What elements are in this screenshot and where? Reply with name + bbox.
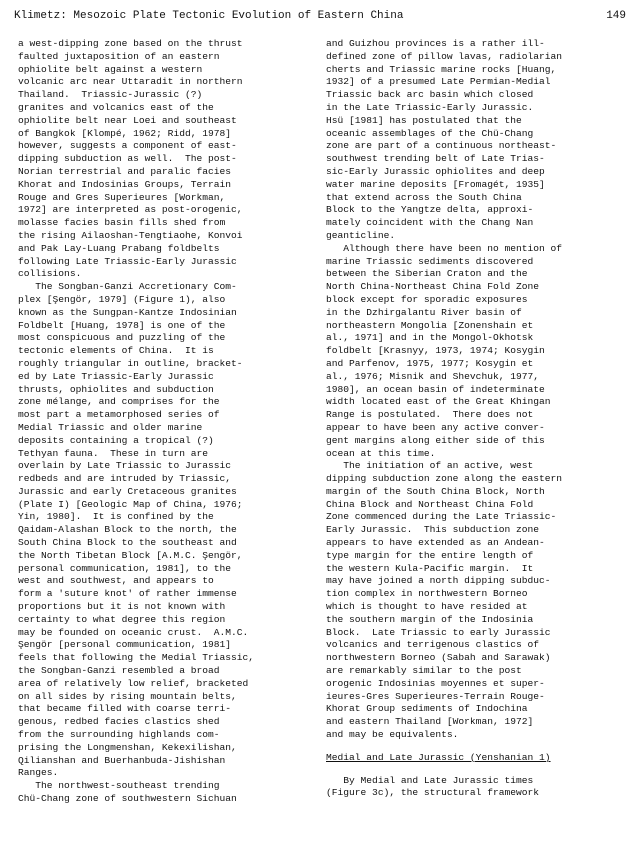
text-line: deposits containing a tropical (?) [18,434,214,446]
text-line: Chü-Chang zone of southwestern Sichuan [18,793,237,805]
text-line: margin of the South China Block, North [326,485,545,497]
text-line: Yin, 1980]. It is confined by the [18,511,214,523]
text-line: Hsü [1981] has postulated that the [326,114,522,126]
text-line: Thailand. Triassic-Jurassic (?) [18,89,203,101]
text-line: on all sides by rising mountain belts, [18,690,237,702]
text-line: and may be equivalents. [326,729,459,741]
text-line: 1972] are interpreted as post-orogenic, [18,204,243,216]
text-line: known as the Sungpan-Kantze Indosinian [18,306,237,318]
text-line: Early Jurassic. This subduction zone [326,524,540,536]
page-number: 149 [606,10,626,22]
text-line: following Late Triassic-Early Jurassic [18,255,237,267]
text-line: tion complex in northwestern Borneo [326,588,528,600]
text-line: ieures-Gres Superieures-Terrain Rouge- [326,690,545,702]
text-line: China Block and Northeast China Fold [326,498,534,510]
left-column [18,38,324,806]
text-line: that became filled with coarse terri- [18,703,232,715]
text-line: feels that following the Medial Triassic, [18,652,255,664]
text-line: however, suggests a component of east- [18,140,237,152]
text-line: and Parfenov, 1975, 1977; Kosygin et [326,357,534,369]
text-line: prising the Longmenshan, Kekexilishan, [18,741,237,753]
text-line: the rising Ailaoshan-Tengtiaohe, Konvoi [18,229,243,241]
text-line: may have joined a north dipping subduc- [326,575,551,587]
text-line: By Medial and Late Jurassic times [326,774,534,786]
text-line: Jurassic and early Cretaceous granites [18,485,237,497]
text-line: Although there have been no mention of [326,242,563,254]
text-line: orogenic Indosinias moyennes et super- [326,677,545,689]
text-line: personal communication, 1981], to the [18,562,232,574]
text-line: marine Triassic sediments discovered [326,255,534,267]
text-line: and Guizhou provinces is a rather ill- [326,38,545,49]
text-line: (Plate I) [Geologic Map of China, 1976; [18,498,243,510]
text-line: northeastern Mongolia [Zonenshain et [326,319,534,331]
text-line: are remarkably similar to the post [326,665,522,677]
text-line: 1932] of a presumed Late Permian-Medial [326,76,551,88]
text-line: northwestern Borneo (Sabah and Sarawak) [326,652,551,664]
text-line: volcanic arc near Uttaradit in northern [18,76,243,88]
text-line: (Figure 3c), the structural framework [326,787,540,799]
text-line: that extend across the South China [326,191,522,203]
text-line: Qaidam-Alashan Block to the north, the [18,524,237,536]
text-line: Zone commenced during the Late Triassic- [326,511,557,523]
text-line: thrusts, ophiolites and subduction [18,383,214,395]
text-line: Block. Late Triassic to early Jurassic [326,626,551,638]
text-line: defined zone of pillow lavas, radiolarian [326,50,563,62]
spacer [326,765,632,775]
text-line: Khorat Group sediments of Indochina [326,703,528,715]
text-line: Şengör [personal communication, 1981] [18,639,232,651]
text-line: a west-dipping zone based on the thrust [18,38,243,49]
text-line: Rouge and Gres Superieures [Workman, [18,191,226,203]
text-line: type margin for the entire length of [326,549,534,561]
text-line: certainty to what degree this region [18,613,226,625]
text-line: volcanics and terrigenous clastics of [326,639,540,651]
text-line: proportions but it is not known with [18,601,226,613]
text-line: the Songban-Ganzi resembled a broad [18,665,220,677]
text-line: zone mélange, and comprises for the [18,396,220,408]
text-line: most part a metamorphosed series of [18,409,220,421]
text-line: form a 'suture knot' of rather immense [18,588,237,600]
text-line: tectonic elements of China. It is [18,345,214,357]
text-line: plex [Şengör, 1979] (Figure 1), also [18,293,226,305]
text-line: in the Late Triassic-Early Jurassic. [326,101,534,113]
text-line: Khorat and Indosinias Groups, Terrain [18,178,232,190]
text-line: the southern margin of the Indosinia [326,613,534,625]
text-line: ophiolite belt near Loei and southeast [18,114,237,126]
text-line: ophiolite belt against a western [18,63,203,75]
text-line: ed by Late Triassic-Early Jurassic [18,370,214,382]
text-line: Foldbelt [Huang, 1978] is one of the [18,319,226,331]
text-line: gent margins along either side of this [326,434,545,446]
text-line: from the surrounding highlands com- [18,729,220,741]
text-line: The Songban-Ganzi Accretionary Com- [18,281,237,293]
text-line: al., 1971] and in the Mongol-Okhotsk [326,332,534,344]
text-line: Norian terrestrial and paralic facies [18,165,232,177]
text-line: Ranges. [18,767,59,779]
text-line: overlain by Late Triassic to Jurassic [18,460,232,472]
text-line: width located east of the Great Khingan [326,396,551,408]
text-line: appear to have been any active conver- [326,421,545,433]
text-line: South China Block to the southeast and [18,537,237,549]
text-line: North China-Northeast China Fold Zone [326,281,540,293]
text-line: al., 1976; Misnik and Shevchuk, 1977, [326,370,540,382]
right-column [326,38,632,800]
text-line: granites and volcanics east of the [18,101,214,113]
text-line: block except for sporadic exposures [326,293,528,305]
text-line: and eastern Thailand [Workman, 1972] [326,716,534,728]
text-line: which is thought to have resided at [326,601,528,613]
text-line: appears to have extended as an Andean- [326,537,545,549]
text-line: southwest trending belt of Late Trias- [326,153,545,165]
text-line: molasse facies basin fills shed from [18,217,226,229]
text-line: most conspicuous and puzzling of the [18,332,226,344]
text-line: oceanic assemblages of the Chü-Chang [326,127,534,139]
text-line: zone are part of a continuous northeast- [326,140,557,152]
text-line: dipping subduction zone along the eastern [326,473,563,485]
section-heading: Medial and Late Jurassic (Yenshanian 1) [326,751,551,763]
text-line: Qilianshan and Buerhanbuda-Jishishan [18,754,226,766]
text-line: the North Tibetan Block [A.M.C. Şengör, [18,549,243,561]
text-line: in the Dzhirgalantu River basin of [326,306,522,318]
text-line: Tethyan fauna. These in turn are [18,447,208,459]
text-line: area of relatively low relief, bracketed [18,677,249,689]
text-line: Block to the Yangtze delta, approxi- [326,204,534,216]
text-line: cherts and Triassic marine rocks [Huang, [326,63,557,75]
running-title: Klimetz: Mesozoic Plate Tectonic Evolution of Eastern China [14,10,404,22]
text-line: The northwest-southeast trending [18,780,220,792]
spacer [326,742,632,752]
text-line: may be founded on oceanic crust. A.M.C. [18,626,249,638]
text-line: Range is postulated. There does not [326,409,534,421]
text-line: 1980], an ocean basin of indeterminate [326,383,545,395]
text-line: between the Siberian Craton and the [326,268,528,280]
text-line: redbeds and are intruded by Triassic, [18,473,232,485]
text-line: The initiation of an active, west [326,460,534,472]
text-line: geanticline. [326,229,396,241]
text-line: dipping subduction as well. The post- [18,153,237,165]
text-line: of Bangkok [Klompé, 1962; Ridd, 1978] [18,127,232,139]
text-line: ocean at this time. [326,447,436,459]
text-line: and Pak Lay-Luang Prabang foldbelts [18,242,220,254]
text-line: Medial Triassic and older marine [18,421,203,433]
text-line: roughly triangular in outline, bracket- [18,357,243,369]
text-line: water marine deposits [Fromagét, 1935] [326,178,545,190]
text-line: the western Kula-Pacific margin. It [326,562,534,574]
text-line: collisions. [18,268,82,280]
text-line: faulted juxtaposition of an eastern [18,50,220,62]
text-line: genous, redbed facies clastics shed [18,716,220,728]
text-line: Triassic back arc basin which closed [326,89,534,101]
text-line: mately coincident with the Chang Nan [326,217,534,229]
text-line: foldbelt [Krasnyy, 1973, 1974; Kosygin [326,345,545,357]
text-line: sic-Early Jurassic ophiolites and deep [326,165,545,177]
text-line: west and southwest, and appears to [18,575,214,587]
